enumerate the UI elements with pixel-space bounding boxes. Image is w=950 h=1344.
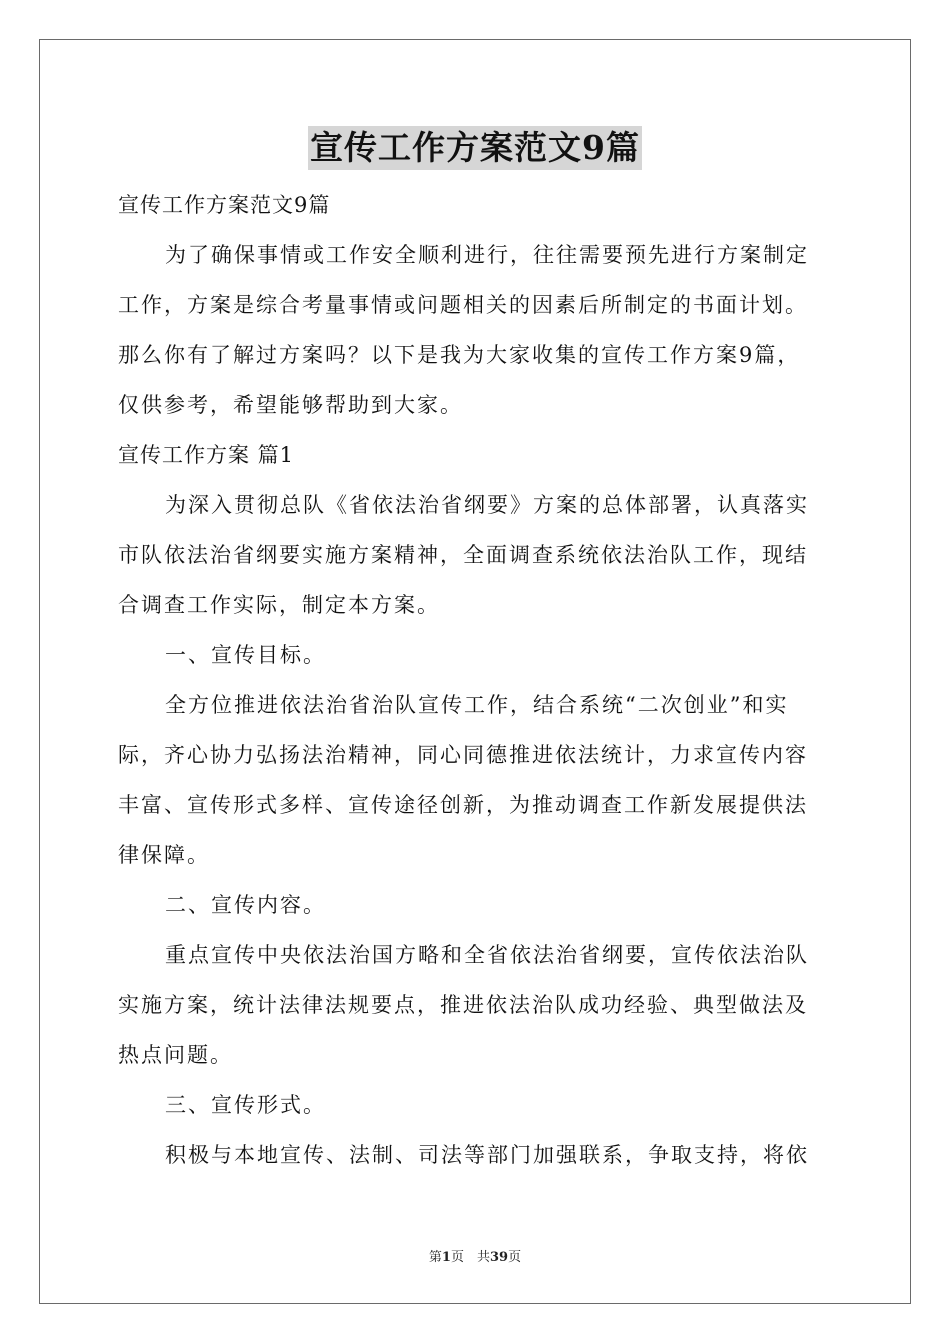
text-line: 宣传工作方案范文9篇 [118, 193, 331, 217]
text-line: 律保障。 [118, 843, 210, 867]
document-title: 宣传工作方案范文9篇 [308, 126, 642, 170]
title-container [0, 126, 950, 170]
text-line: 全方位推进依法治省治队宣传工作，结合系统“二次创业”和实 [165, 693, 789, 717]
footer-middle: 页 共 [450, 1250, 490, 1265]
text-line: 重点宣传中央依法治国方略和全省依法治省纲要，宣传依法治队 [165, 943, 809, 967]
text-line: 市队依法治省纲要实施方案精神，全面调查系统依法治队工作，现结 [118, 543, 808, 567]
text-line: 三、宣传形式。 [165, 1093, 326, 1117]
text-line: 一、宣传目标。 [165, 643, 326, 667]
text-line: 丰富、宣传形式多样、宣传途径创新，为推动调查工作新发展提供法 [118, 793, 808, 817]
text-line: 实施方案，统计法律法规要点，推进依法治队成功经验、典型做法及 [118, 993, 808, 1017]
text-line: 热点问题。 [118, 1043, 233, 1067]
text-line: 宣传工作方案 篇1 [118, 443, 295, 467]
text-line: 为深入贯彻总队《省依法治省纲要》方案的总体部署，认真落实 [165, 493, 809, 517]
page-footer [0, 1246, 950, 1265]
current-page-number: 1 [441, 1250, 451, 1265]
text-line: 仅供参考，希望能够帮助到大家。 [118, 393, 463, 417]
text-line: 二、宣传内容。 [165, 893, 326, 917]
text-line: 为了确保事情或工作安全顺利进行，往往需要预先进行方案制定 [165, 243, 809, 267]
footer-suffix: 页 [508, 1250, 522, 1265]
text-line: 那么你有了解过方案吗？以下是我为大家收集的宣传工作方案9篇， [118, 343, 801, 367]
text-line: 工作，方案是综合考量事情或问题相关的因素后所制定的书面计划。 [118, 293, 808, 317]
footer-prefix: 第 [428, 1250, 442, 1265]
text-line: 积极与本地宣传、法制、司法等部门加强联系，争取支持，将依 [165, 1143, 809, 1167]
text-line: 合调查工作实际，制定本方案。 [118, 593, 440, 617]
text-line: 际，齐心协力弘扬法治精神，同心同德推进依法统计，力求宣传内容 [118, 743, 808, 767]
total-page-count: 39 [489, 1250, 509, 1265]
document-body [118, 180, 834, 1180]
